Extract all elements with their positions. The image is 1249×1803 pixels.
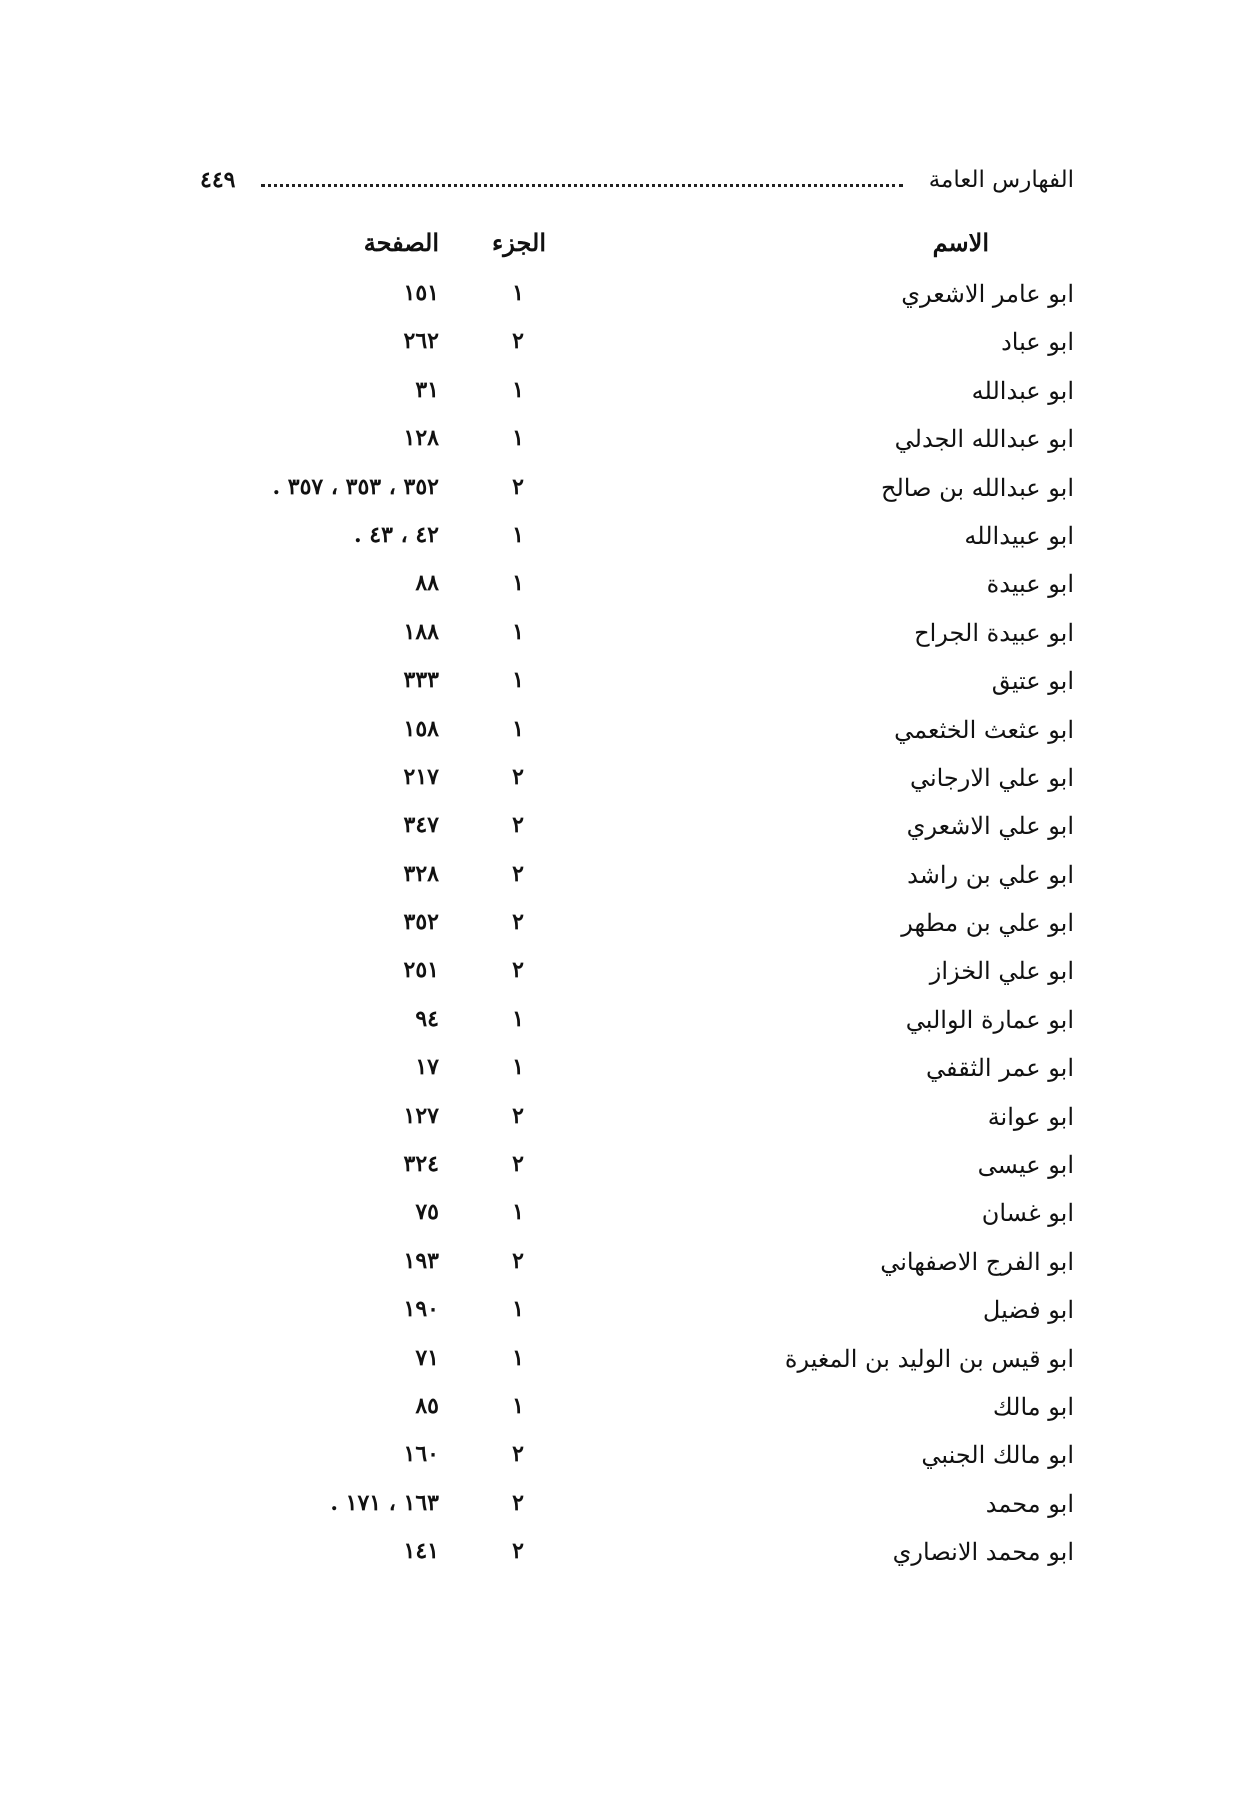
index-row bbox=[0, 663, 1249, 711]
entry-pages: ٣١ bbox=[415, 376, 439, 403]
entry-name: ابو عبدالله الجدلي bbox=[894, 425, 1074, 454]
entry-name: ابو مالك bbox=[992, 1392, 1074, 1421]
entry-name: ابو عيسى bbox=[977, 1151, 1074, 1180]
entry-pages: ١٤١ bbox=[403, 1538, 439, 1565]
index-row bbox=[0, 615, 1249, 663]
index-row bbox=[0, 1437, 1249, 1485]
entry-name: ابو فضيل bbox=[982, 1296, 1074, 1325]
entry-pages: ٢١٧ bbox=[403, 763, 439, 790]
index-table bbox=[0, 276, 1249, 1583]
index-row bbox=[0, 470, 1249, 518]
entry-name: ابو علي بن مطهر bbox=[901, 909, 1074, 938]
entry-name: ابو عوانة bbox=[987, 1102, 1074, 1131]
entry-pages: ٢٦٢ bbox=[403, 328, 439, 355]
index-row bbox=[0, 760, 1249, 808]
index-row bbox=[0, 953, 1249, 1001]
entry-part: ٢ bbox=[512, 1102, 524, 1129]
entry-pages: ١٥٨ bbox=[403, 715, 439, 742]
running-header bbox=[200, 160, 1074, 200]
entry-name: ابو عباد bbox=[1001, 328, 1074, 357]
entry-name: ابو عبيدة الجراح bbox=[914, 618, 1074, 647]
entry-part: ١ bbox=[512, 618, 524, 645]
index-row bbox=[0, 712, 1249, 760]
entry-part: ٢ bbox=[512, 1489, 524, 1516]
entry-name: ابو علي الارجاني bbox=[909, 763, 1074, 792]
entry-pages: ١٩٣ bbox=[403, 1247, 439, 1274]
entry-part: ١ bbox=[512, 1054, 524, 1081]
entry-pages: ١٦٠ bbox=[403, 1441, 439, 1468]
index-row bbox=[0, 1389, 1249, 1437]
entry-part: ٢ bbox=[512, 909, 524, 936]
index-row bbox=[0, 1002, 1249, 1050]
index-row bbox=[0, 808, 1249, 856]
entry-pages: ٣٥٢ bbox=[403, 909, 439, 936]
index-row bbox=[0, 1147, 1249, 1195]
index-row bbox=[0, 1486, 1249, 1534]
entry-pages: ٨٥ bbox=[415, 1392, 439, 1419]
column-header-name: الاسم bbox=[932, 228, 989, 257]
entry-pages: ١٢٧ bbox=[403, 1102, 439, 1129]
column-header-part: الجزء bbox=[492, 228, 546, 257]
entry-name: ابو عبيدة bbox=[986, 570, 1074, 599]
entry-part: ٢ bbox=[512, 1247, 524, 1274]
entry-part: ١ bbox=[512, 1296, 524, 1323]
index-row bbox=[0, 373, 1249, 421]
header-leader-dots bbox=[261, 184, 902, 187]
entry-part: ١ bbox=[512, 1005, 524, 1032]
entry-pages: ٩٤ bbox=[415, 1005, 439, 1032]
index-row bbox=[0, 1099, 1249, 1147]
entry-part: ١ bbox=[512, 1199, 524, 1226]
entry-pages: ٣٤٧ bbox=[403, 812, 439, 839]
entry-pages: ٢٥١ bbox=[403, 957, 439, 984]
entry-pages: ٣٥٢ ، ٣٥٣ ، ٣٥٧ . bbox=[272, 473, 439, 500]
entry-name: ابو علي الخزاز bbox=[929, 957, 1074, 986]
entry-part: ١ bbox=[512, 376, 524, 403]
entry-part: ١ bbox=[512, 667, 524, 694]
entry-name: ابو عامر الاشعري bbox=[901, 280, 1074, 308]
index-row bbox=[0, 857, 1249, 905]
entry-part: ٢ bbox=[512, 1151, 524, 1178]
entry-name: ابو عمر الثقفي bbox=[926, 1054, 1074, 1083]
entry-part: ١ bbox=[512, 280, 524, 306]
entry-name: ابو عبيدالله bbox=[964, 521, 1074, 550]
entry-part: ٢ bbox=[512, 473, 524, 500]
entry-part: ٢ bbox=[512, 763, 524, 790]
entry-part: ١ bbox=[512, 1392, 524, 1419]
entry-pages: ٧٥ bbox=[415, 1199, 439, 1226]
entry-part: ٢ bbox=[512, 812, 524, 839]
entry-name: ابو علي الاشعري bbox=[906, 812, 1074, 841]
entry-part: ١ bbox=[512, 715, 524, 742]
entry-name: ابو عبدالله bbox=[971, 376, 1074, 405]
entry-name: ابو عمارة الوالبي bbox=[905, 1005, 1074, 1034]
entry-pages: ١٩٠ bbox=[403, 1296, 439, 1323]
entry-pages: ١٧ bbox=[415, 1054, 439, 1081]
entry-part: ٢ bbox=[512, 860, 524, 887]
column-header-page: الصفحة bbox=[363, 228, 439, 257]
entry-pages: ٣٢٨ bbox=[403, 860, 439, 887]
entry-name: ابو غسان bbox=[981, 1199, 1074, 1228]
entry-pages: ١٢٨ bbox=[403, 425, 439, 452]
entry-pages: ٣٣٣ bbox=[403, 667, 439, 694]
index-row bbox=[0, 421, 1249, 469]
page-number: ٤٤٩ bbox=[200, 167, 236, 193]
entry-name: ابو محمد bbox=[985, 1489, 1074, 1518]
entry-name: ابو عتيق bbox=[991, 667, 1074, 696]
entry-pages: ٣٢٤ bbox=[403, 1151, 439, 1178]
entry-part: ٢ bbox=[512, 1441, 524, 1468]
index-row bbox=[0, 1341, 1249, 1389]
entry-part: ٢ bbox=[512, 328, 524, 355]
entry-pages: ٨٨ bbox=[415, 570, 439, 597]
index-row bbox=[0, 276, 1249, 324]
section-title: الفهارس العامة bbox=[928, 167, 1074, 193]
entry-part: ١ bbox=[512, 1344, 524, 1371]
index-row bbox=[0, 1292, 1249, 1340]
index-row bbox=[0, 905, 1249, 953]
entry-part: ١ bbox=[512, 425, 524, 452]
entry-name: ابو مالك الجنبي bbox=[921, 1441, 1074, 1470]
index-row bbox=[0, 1534, 1249, 1582]
index-row bbox=[0, 1244, 1249, 1292]
entry-name: ابو محمد الانصاري bbox=[892, 1538, 1074, 1567]
entry-name: ابو الفرج الاصفهاني bbox=[880, 1247, 1074, 1276]
entry-pages: ١٦٣ ، ١٧١ . bbox=[330, 1489, 439, 1516]
entry-part: ٢ bbox=[512, 957, 524, 984]
entry-pages: ٧١ bbox=[415, 1344, 439, 1371]
entry-name: ابو عثعث الخثعمي bbox=[894, 715, 1074, 744]
entry-pages: ١٥١ bbox=[403, 280, 439, 306]
index-row bbox=[0, 324, 1249, 372]
entry-pages: ٤٢ ، ٤٣ . bbox=[353, 521, 439, 548]
entry-name: ابو عبدالله بن صالح bbox=[880, 473, 1074, 502]
entry-pages: ١٨٨ bbox=[403, 618, 439, 645]
index-row bbox=[0, 1050, 1249, 1098]
entry-name: ابو علي بن راشد bbox=[907, 860, 1074, 889]
index-row bbox=[0, 566, 1249, 614]
entry-part: ٢ bbox=[512, 1538, 524, 1565]
column-headers bbox=[0, 228, 1249, 268]
index-row bbox=[0, 1195, 1249, 1243]
entry-part: ١ bbox=[512, 521, 524, 548]
entry-name: ابو قيس بن الوليد بن المغيرة bbox=[784, 1344, 1074, 1373]
index-row bbox=[0, 518, 1249, 566]
entry-part: ١ bbox=[512, 570, 524, 597]
